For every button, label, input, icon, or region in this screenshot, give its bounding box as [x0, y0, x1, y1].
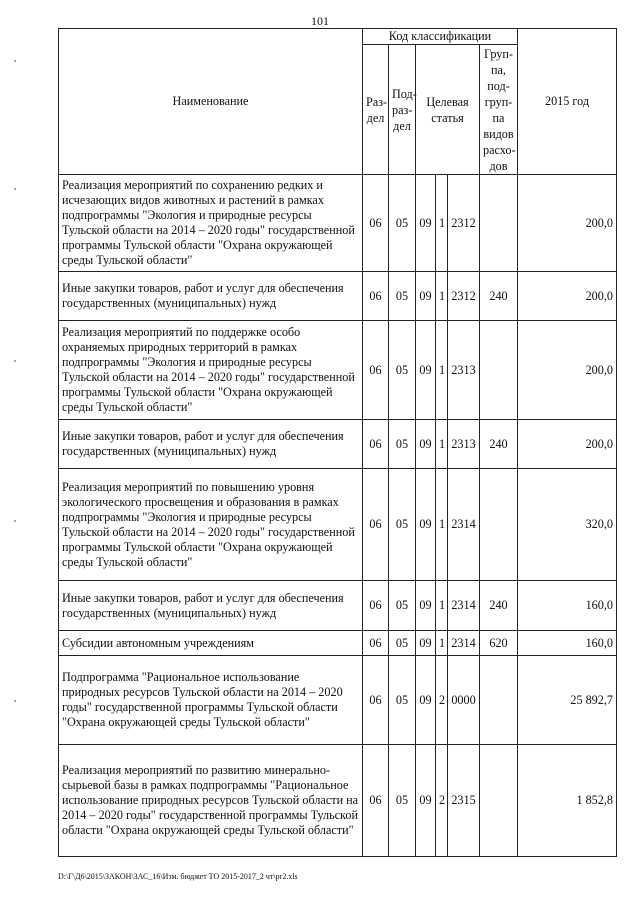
row-section: 06 — [363, 420, 389, 469]
row-name: Реализация мероприятий по сохранению редких и исчезающих видов животных и растений в рамках подпрограммы "Экология и природные ресурсы Тульской области на 2014 – 2020 годы" государственной программы Тульской области "Охрана окружающей среды Тульской области" — [59, 175, 363, 272]
table-row — [59, 581, 617, 631]
row-subsection: 05 — [389, 581, 416, 631]
row-target-subprogram: 1 — [436, 469, 448, 581]
row-amount: 320,0 — [518, 469, 617, 581]
header-expense-group: Груп- па, под- груп- па видов расхо- дов — [480, 45, 518, 175]
row-name: Иные закупки товаров, работ и услуг для обеспечения государственных (муниципальных) нужд — [59, 581, 363, 631]
row-target-subprogram: 2 — [436, 656, 448, 745]
row-target-direction: 2314 — [448, 469, 480, 581]
row-amount: 200,0 — [518, 420, 617, 469]
row-target-subprogram: 1 — [436, 321, 448, 420]
row-target-program: 09 — [416, 321, 436, 420]
row-section: 06 — [363, 581, 389, 631]
row-expense-group: 240 — [480, 272, 518, 321]
row-target-program: 09 — [416, 631, 436, 656]
row-target-program: 09 — [416, 420, 436, 469]
row-amount: 1 852,8 — [518, 745, 617, 857]
header-code-classification: Код классификации — [363, 29, 518, 45]
row-target-subprogram: 1 — [436, 175, 448, 272]
row-name: Субсидии автономным учреждениям — [59, 631, 363, 656]
header-target-article: Целевая статья — [416, 45, 480, 175]
row-subsection: 05 — [389, 420, 416, 469]
row-section: 06 — [363, 272, 389, 321]
row-section: 06 — [363, 745, 389, 857]
row-target-direction: 2314 — [448, 631, 480, 656]
row-target-direction: 2312 — [448, 175, 480, 272]
row-target-program: 09 — [416, 656, 436, 745]
row-target-direction: 2313 — [448, 420, 480, 469]
row-name: Реализация мероприятий по повышению уровня экологического просвещения и образования в рамках подпрограммы "Экология и природные ресурсы Тульской области на 2014 – 2020 годы" государственной программы Тульской области "Охрана окружающей среды Тульской области" — [59, 469, 363, 581]
file-path-footer: D:\Г\Д6\2015\ЗАКОН\ЗАС_16\Изм. бюджет ТО 2015-2017_2 чт\pr2.xls — [58, 872, 298, 881]
row-name: Иные закупки товаров, работ и услуг для обеспечения государственных (муниципальных) нужд — [59, 420, 363, 469]
row-expense-group — [480, 656, 518, 745]
row-amount: 200,0 — [518, 175, 617, 272]
row-section: 06 — [363, 469, 389, 581]
row-name: Иные закупки товаров, работ и услуг для обеспечения государственных (муниципальных) нужд — [59, 272, 363, 321]
row-target-direction: 2312 — [448, 272, 480, 321]
row-target-program: 09 — [416, 745, 436, 857]
row-amount: 25 892,7 — [518, 656, 617, 745]
row-target-direction: 2313 — [448, 321, 480, 420]
row-subsection: 05 — [389, 656, 416, 745]
page-number: 101 — [311, 14, 329, 28]
row-target-subprogram: 1 — [436, 420, 448, 469]
row-section: 06 — [363, 656, 389, 745]
row-expense-group: 240 — [480, 420, 518, 469]
row-target-direction: 0000 — [448, 656, 480, 745]
row-expense-group: 240 — [480, 581, 518, 631]
row-section: 06 — [363, 631, 389, 656]
row-amount: 200,0 — [518, 321, 617, 420]
table-row — [59, 272, 617, 321]
header-year: 2015 год — [518, 29, 617, 175]
row-expense-group — [480, 175, 518, 272]
scan-margin-marks — [12, 0, 18, 905]
budget-table — [58, 28, 617, 857]
row-target-program: 09 — [416, 581, 436, 631]
row-target-subprogram: 1 — [436, 631, 448, 656]
row-subsection: 05 — [389, 745, 416, 857]
table-row — [59, 321, 617, 420]
row-expense-group — [480, 745, 518, 857]
table-row — [59, 469, 617, 581]
row-subsection: 05 — [389, 272, 416, 321]
table-row — [59, 420, 617, 469]
table-row — [59, 175, 617, 272]
row-name: Подпрограмма "Рациональное использование природных ресурсов Тульской области на 2014 – 2020 годы" государственной программы Тульской области "Охрана окружающей среды Тульской области" — [59, 656, 363, 745]
row-target-subprogram: 2 — [436, 745, 448, 857]
row-name: Реализация мероприятий по развитию минерально-сырьевой базы в рамках подпрограммы "Рациональное использование природных ресурсов Тульской области на 2014 – 2020 годы" государственной программы Тульской области "Охрана окружающей среды Тульской области" — [59, 745, 363, 857]
row-target-subprogram: 1 — [436, 581, 448, 631]
row-amount: 160,0 — [518, 631, 617, 656]
row-subsection: 05 — [389, 321, 416, 420]
header-name: Наименование — [59, 29, 363, 175]
row-expense-group — [480, 469, 518, 581]
row-target-program: 09 — [416, 469, 436, 581]
row-target-program: 09 — [416, 175, 436, 272]
table-row — [59, 631, 617, 656]
header-subsection: Под- раз- дел — [389, 45, 416, 175]
row-target-direction: 2314 — [448, 581, 480, 631]
table-row — [59, 656, 617, 745]
row-subsection: 05 — [389, 175, 416, 272]
row-section: 06 — [363, 321, 389, 420]
row-expense-group — [480, 321, 518, 420]
table-row — [59, 745, 617, 857]
header-section: Раз- дел — [363, 45, 389, 175]
row-target-subprogram: 1 — [436, 272, 448, 321]
row-target-direction: 2315 — [448, 745, 480, 857]
row-amount: 160,0 — [518, 581, 617, 631]
row-target-program: 09 — [416, 272, 436, 321]
table-header — [59, 29, 617, 175]
row-name: Реализация мероприятий по поддержке особо охраняемых природных территорий в рамках подпрограммы "Экология и природные ресурсы Тульской области на 2014 – 2020 годы" государственной программы Тульской области "Охрана окружающей среды Тульской области" — [59, 321, 363, 420]
row-subsection: 05 — [389, 469, 416, 581]
row-amount: 200,0 — [518, 272, 617, 321]
row-section: 06 — [363, 175, 389, 272]
row-expense-group: 620 — [480, 631, 518, 656]
row-subsection: 05 — [389, 631, 416, 656]
